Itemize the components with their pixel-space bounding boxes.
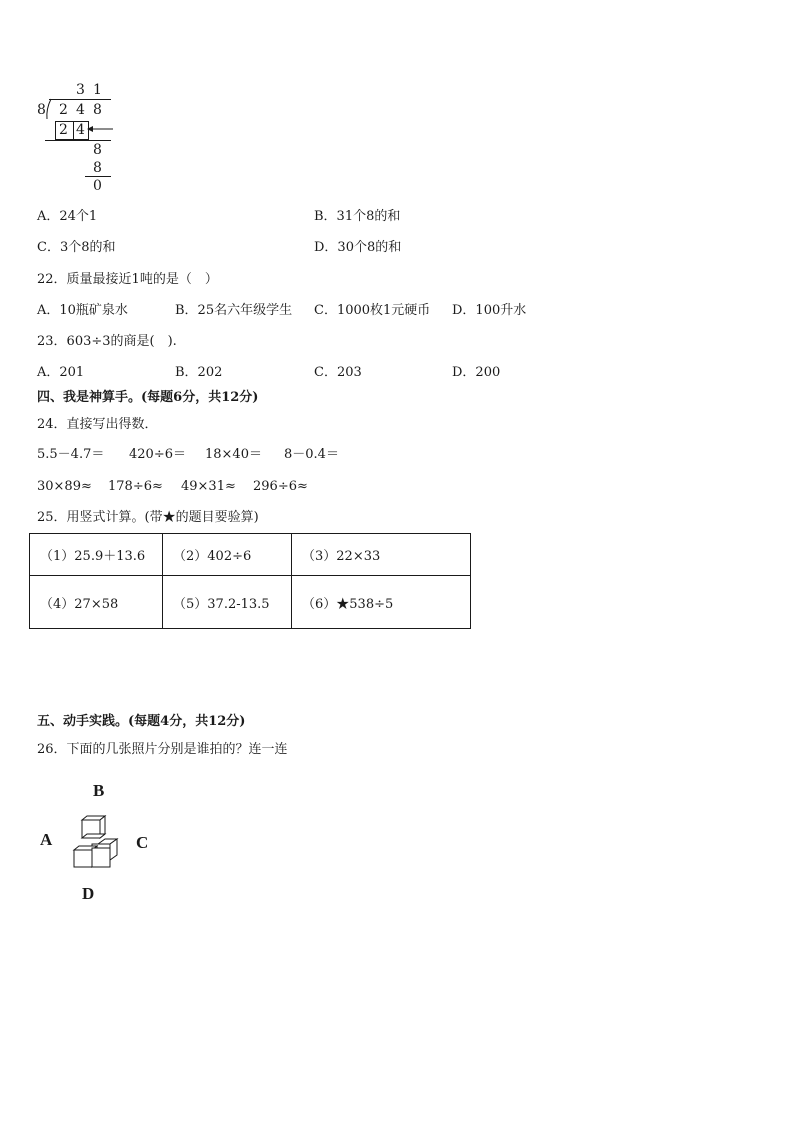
boxed-digit: 2 (59, 122, 68, 138)
q22-option-d: D．100升水 (452, 303, 527, 318)
step-digit: 8 (93, 142, 102, 158)
left-arrow-icon (86, 124, 114, 134)
dividend-digit: 2 (59, 102, 68, 118)
q24-item: 420÷6＝ (129, 447, 186, 462)
q21-option-d: D．30个8的和 (314, 240, 402, 255)
calculation-table (29, 533, 471, 629)
q22-option-c: C．1000枚1元硬币 (314, 303, 431, 318)
step-digit: 8 (93, 160, 102, 176)
q21-option-c: C．3个8的和 (37, 240, 116, 255)
q22-stem: 22．质量最接近1吨的是（ ） (37, 272, 218, 287)
q21-option-b: B．31个8的和 (314, 209, 401, 224)
q24-item: 5.5－4.7＝ (37, 447, 105, 462)
cube-stack-figure (70, 815, 122, 871)
q21-option-a: A．24个1 (37, 209, 98, 224)
section-heading: 四、我是神算手。(每题6分，共12分) (37, 390, 259, 405)
q24-item: 8－0.4＝ (284, 447, 339, 462)
q24-item: 18×40＝ (205, 447, 262, 462)
division-line (85, 176, 111, 177)
calc-cell: （3）22×33 (292, 534, 471, 576)
q22-option-a: A．10瓶矿泉水 (37, 303, 128, 318)
division-bracket (45, 98, 53, 120)
calc-cell: （6）★538÷5 (292, 576, 471, 629)
q24-item: 30×89≈ (37, 479, 92, 494)
q23-option-a: A．201 (37, 365, 85, 380)
q26-stem: 26．下面的几张照片分别是谁拍的？连一连 (37, 742, 288, 757)
division-top-line (49, 99, 111, 100)
viewer-label-c: C (136, 833, 149, 852)
q22-option-b: B．25名六年级学生 (175, 303, 293, 318)
section-heading: 五、动手实践。(每题4分，共12分) (37, 714, 246, 729)
q25-stem: 25．用竖式计算。(带★的题目要验算) (37, 510, 259, 525)
divisor: 8 (37, 102, 46, 118)
dividend-digit: 8 (93, 102, 102, 118)
calc-cell: （5）37.2-13.5 (163, 576, 292, 629)
q23-option-c: C．203 (314, 365, 362, 380)
quotient-digit: 3 (76, 82, 85, 98)
q23-option-b: B．202 (175, 365, 223, 380)
q24-item: 296÷6≈ (253, 479, 308, 494)
viewer-label-b: B (93, 781, 105, 800)
q24-item: 178÷6≈ (108, 479, 163, 494)
q23-stem: 23．603÷3的商是( ). (37, 334, 177, 349)
table-row (30, 576, 471, 629)
table-row (30, 534, 471, 576)
calc-cell: （4）27×58 (30, 576, 163, 629)
calc-cell: （2）402÷6 (163, 534, 292, 576)
q23-option-d: D．200 (452, 365, 501, 380)
dividend-digit: 4 (76, 102, 85, 118)
remainder-digit: 0 (93, 178, 102, 194)
q24-stem: 24．直接写出得数． (37, 417, 158, 432)
division-line (45, 140, 111, 141)
viewer-label-a: A (40, 830, 53, 849)
calc-cell: （1）25.9＋13.6 (30, 534, 163, 576)
q24-item: 49×31≈ (181, 479, 236, 494)
quotient-digit: 1 (93, 82, 102, 98)
boxed-digit: 4 (76, 122, 85, 138)
viewer-label-d: D (82, 884, 95, 903)
